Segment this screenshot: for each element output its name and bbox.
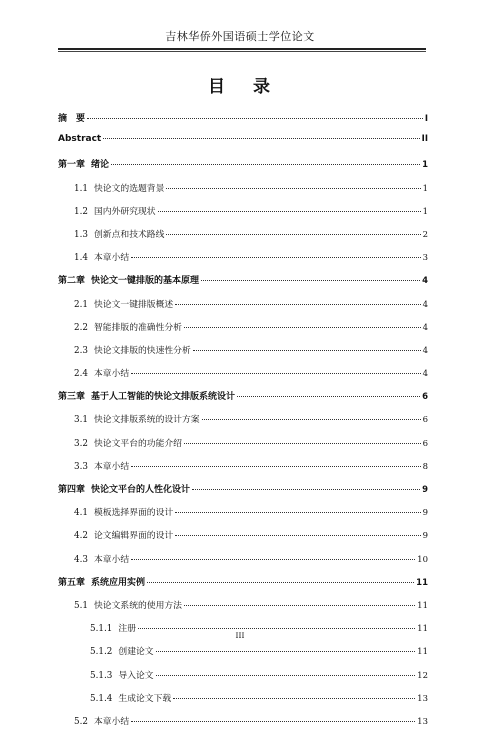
toc-entry-label: 模板选择界面的设计 [94, 508, 174, 519]
dot-leader [138, 628, 415, 629]
toc-entry-label: 快论文平台的功能介绍 [94, 438, 182, 449]
toc-entry-label: 摘 要 [58, 114, 86, 124]
dot-leader [173, 698, 415, 699]
dot-leader [175, 512, 420, 513]
toc-entry-label: 快论文一键排版概述 [94, 299, 174, 310]
toc-entry-number: 4.1 [74, 508, 88, 519]
toc-entry-number: 3.3 [74, 461, 88, 472]
dot-leader [147, 582, 414, 583]
toc-entry-page: 6 [422, 438, 428, 449]
toc-entry-label: 基于人工智能的快论文排版系统设计 [91, 392, 236, 403]
toc-entry-label: 导入论文 [118, 670, 154, 681]
dot-leader [166, 234, 420, 235]
toc-entry-label: 快论文排版的快速性分析 [94, 345, 191, 356]
toc-entry-label: 本章小结 [94, 716, 130, 727]
toc-entry-label: 绪论 [91, 160, 110, 171]
toc-entry-page: 4 [422, 369, 428, 380]
toc-entry-number: 第三章 [58, 392, 86, 403]
toc-entry-page: 11 [417, 647, 428, 658]
toc-entry-number: 第一章 [58, 160, 86, 171]
dot-leader [184, 443, 421, 444]
toc-entry-label: 注册 [118, 624, 136, 635]
toc-entry-page: 11 [417, 600, 428, 611]
dot-leader [184, 605, 415, 606]
toc-entry[interactable] [58, 157, 428, 180]
toc-entry[interactable] [58, 528, 428, 551]
page-number: III [235, 631, 245, 640]
toc-entry[interactable] [58, 668, 428, 691]
toc-entry-label: 生成论文下载 [118, 693, 172, 704]
toc-entry-page: 4 [422, 345, 428, 356]
dot-leader [175, 535, 420, 536]
toc-entry-page: 12 [417, 670, 428, 681]
toc-entry[interactable] [58, 250, 428, 273]
toc-entry-label: 论文编辑界面的设计 [94, 531, 174, 542]
toc-entry[interactable] [58, 134, 428, 157]
toc-entry-label: 国内外研究现状 [94, 206, 156, 217]
toc-entry-label: 创建论文 [118, 647, 154, 658]
toc-entry-number: 5.1.4 [90, 693, 113, 704]
dot-leader [158, 211, 421, 212]
toc-entry-page: I [424, 114, 428, 124]
dot-leader [131, 373, 420, 374]
toc-entry[interactable] [58, 644, 428, 667]
toc-entry[interactable] [58, 343, 428, 366]
toc-entry-number: 5.1.3 [90, 670, 113, 681]
toc-entry[interactable] [58, 273, 428, 296]
toc-entry-label: 本章小结 [94, 554, 130, 565]
toc-entry[interactable] [58, 575, 428, 598]
dot-leader [175, 304, 420, 305]
dot-leader [156, 675, 416, 676]
dot-leader [87, 118, 423, 119]
toc-entry-number: 3.1 [74, 415, 88, 426]
toc-entry-page: 11 [416, 577, 428, 588]
toc-entry[interactable] [58, 320, 428, 343]
toc-entry-number: 4.2 [74, 531, 88, 542]
toc-entry[interactable] [58, 297, 428, 320]
toc-entry-page: 8 [422, 461, 428, 472]
toc-entry-page: 11 [417, 624, 428, 635]
toc-entry-label: 系统应用实例 [91, 577, 146, 588]
dot-leader [131, 721, 415, 722]
dot-leader [193, 350, 421, 351]
toc-entry-number: 5.1 [74, 600, 88, 611]
toc-entry-number: 2.3 [74, 345, 88, 356]
toc-entry[interactable] [58, 412, 428, 435]
toc-entry-page: 1 [422, 183, 428, 194]
toc-entry[interactable] [58, 181, 428, 204]
toc-entry-number: 1.2 [74, 206, 88, 217]
toc-entry-number: 1.3 [74, 229, 88, 240]
toc-entry-number: 2.2 [74, 322, 88, 333]
toc-entry-page: 6 [422, 392, 428, 403]
toc-entry-page: 4 [422, 276, 428, 287]
toc-entry-number: 1.4 [74, 253, 88, 264]
toc-entry-page: 13 [417, 716, 428, 727]
toc-entry-number: 5.1.1 [90, 624, 113, 635]
toc-entry-page: 4 [422, 299, 428, 310]
dot-leader [192, 489, 420, 490]
toc-entry-number: 1.1 [74, 183, 88, 194]
running-header: 吉林华侨外国语硕士学位论文 [165, 30, 315, 43]
toc-entry-page: 6 [422, 415, 428, 426]
dot-leader [166, 188, 420, 189]
toc-entry[interactable] [58, 436, 428, 459]
header-rule-thin [58, 51, 426, 52]
toc-entry-label: 快论文平台的人性化设计 [91, 485, 191, 495]
toc-entry[interactable] [58, 505, 428, 528]
dot-leader [103, 138, 419, 139]
toc-entry-page: 13 [417, 693, 428, 704]
toc-entry-page: II [421, 134, 428, 145]
dot-leader [131, 559, 415, 560]
toc-entry-page: 2 [422, 229, 428, 240]
toc-entry-page: 1 [422, 160, 428, 171]
toc-entry-page: 9 [422, 508, 428, 519]
toc-entry-label: 本章小结 [94, 369, 130, 380]
toc-entry-label: 快论文一键排版的基本原理 [91, 276, 200, 287]
toc-entry-number: 3.2 [74, 438, 88, 449]
dot-leader [202, 419, 421, 420]
toc-entry-number: 第二章 [58, 276, 86, 287]
dot-leader [111, 164, 420, 165]
dot-leader [184, 327, 421, 328]
toc-entry-number: 第四章 [58, 485, 86, 495]
dot-leader [237, 396, 420, 397]
dot-leader [156, 651, 416, 652]
toc-entry-page: 10 [417, 554, 428, 565]
toc-entry-label: Abstract [58, 134, 102, 145]
toc-entry[interactable] [58, 366, 428, 389]
toc-entry-number: 5.2 [74, 716, 88, 727]
toc-entry-page: 1 [422, 206, 428, 217]
toc-entry-number: 4.3 [74, 554, 88, 565]
toc-entry-label: 快论文系统的使用方法 [94, 600, 182, 611]
toc-entry-number: 第五章 [58, 577, 86, 588]
toc-entry[interactable] [58, 389, 428, 412]
table-of-contents [58, 111, 428, 737]
toc-entry-page: 9 [422, 485, 428, 495]
toc-entry-page: 4 [422, 322, 428, 333]
toc-entry[interactable] [58, 714, 428, 737]
toc-entry[interactable] [58, 227, 428, 250]
dot-leader [131, 257, 420, 258]
toc-entry-page: 9 [422, 531, 428, 542]
toc-entry-number: 5.1.2 [90, 647, 113, 658]
toc-entry[interactable] [58, 691, 428, 714]
toc-entry[interactable] [58, 598, 428, 621]
toc-entry[interactable] [58, 482, 428, 505]
toc-entry-label: 智能排版的准确性分析 [94, 322, 182, 333]
toc-entry[interactable] [58, 552, 428, 575]
toc-entry-label: 本章小结 [94, 253, 130, 264]
toc-entry-label: 本章小结 [94, 461, 130, 472]
toc-entry-label: 快论文排版系统的设计方案 [94, 415, 200, 426]
toc-entry[interactable] [58, 459, 428, 482]
dot-leader [131, 466, 420, 467]
toc-entry[interactable] [58, 204, 428, 227]
toc-entry-number: 2.1 [74, 299, 88, 310]
header-rule [58, 48, 426, 50]
dot-leader [201, 280, 420, 281]
toc-entry[interactable] [58, 111, 428, 134]
toc-entry-label: 快论文的选题背景 [94, 183, 165, 194]
toc-entry-label: 创新点和技术路线 [94, 229, 165, 240]
toc-title: 目 录 [208, 77, 272, 97]
toc-entry-page: 3 [422, 253, 428, 264]
toc-entry-number: 2.4 [74, 369, 88, 380]
